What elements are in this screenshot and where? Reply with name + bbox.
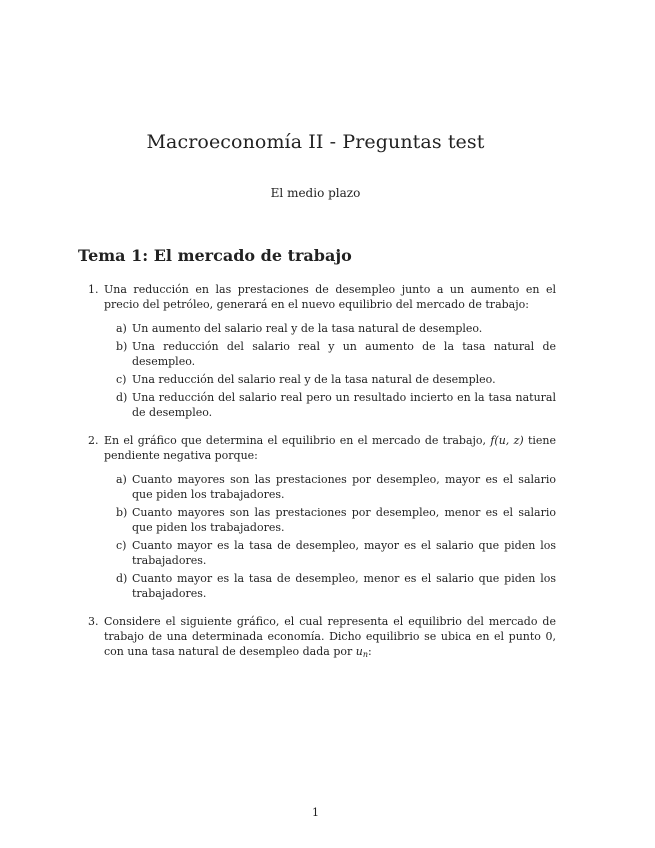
option-label: d) [116,391,128,404]
option-label: a) [116,322,127,335]
option-label: d) [116,572,128,585]
question-text-before: En el gráfico que determina el equilibrio en el mercado de trabajo, [104,434,487,447]
question-number: 3. [88,615,99,628]
option-c [116,538,556,568]
question-text [104,433,556,463]
option-label: c) [116,373,127,386]
option-text: Cuanto mayores son las prestaciones por desempleo, menor es el salario que piden los trabajadores. [132,506,556,534]
option-text: Una reducción del salario real pero un resultado incierto en la tasa natural de desempleo. [132,391,556,419]
option-label: b) [116,506,128,519]
option-text: Cuanto mayores son las prestaciones por desempleo, mayor es el salario que piden los trabajadores. [132,473,556,501]
option-b [116,505,556,535]
document-subtitle: El medio plazo [270,186,361,200]
option-text: Un aumento del salario real y de la tasa natural de desempleo. [132,322,483,335]
question-text: Una reducción en las prestaciones de desempleo junto a un aumento en el precio del petróleo, generará en el nuevo equilibrio del mercado de trabajo: [104,283,556,311]
section-heading: Tema 1: El mercado de trabajo [78,246,352,265]
option-a [116,472,556,502]
option-list [104,472,556,601]
question-list [88,282,556,662]
question-text-main: Considere el siguiente gráfico, el cual representa el equilibrio del mercado de trabajo de una determinada economía. Dicho equilibrio se ubica en el punto 0, con una tasa natural de desempleo dada por [104,615,556,658]
question-number: 1. [88,283,99,296]
option-text: Una reducción del salario real y de la tasa natural de desempleo. [132,373,496,386]
page-number: 1 [312,806,319,819]
question-3 [88,614,556,662]
option-c [116,372,556,387]
question-text-end: : [368,645,372,658]
option-text: Cuanto mayor es la tasa de desempleo, mayor es el salario que piden los trabajadores. [132,539,556,567]
option-d [116,390,556,420]
option-a [116,321,556,336]
option-text: Una reducción del salario real y un aumento de la tasa natural de desempleo. [132,340,556,368]
math-subscript: n [362,650,368,659]
math-variable: u [355,645,363,658]
question-text [104,614,556,662]
question-number: 2. [88,434,99,447]
option-d [116,571,556,601]
option-label: b) [116,340,128,353]
question-text-after: tiene pendiente negativa porque: [104,434,557,462]
document-title: Macroeconomía II - Preguntas test [146,131,485,153]
question-2 [88,433,556,604]
question-1 [88,282,556,423]
math-expression: f(u, z) [490,434,524,447]
option-label: a) [116,473,127,486]
option-b [116,339,556,369]
option-list [104,321,556,420]
option-text: Cuanto mayor es la tasa de desempleo, menor es el salario que piden los trabajadores. [132,572,556,600]
option-label: c) [116,539,127,552]
